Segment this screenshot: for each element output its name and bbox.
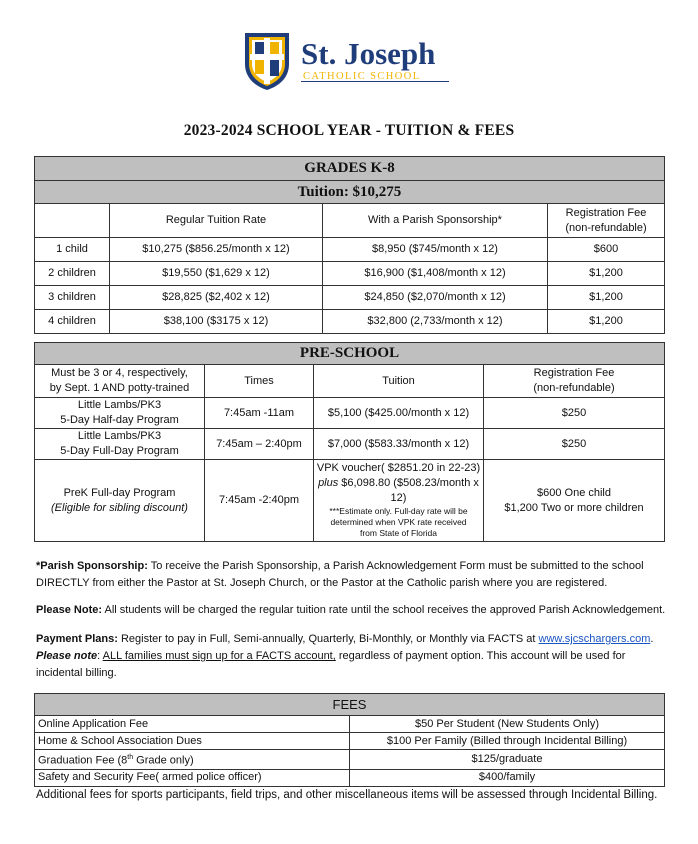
parish-sponsorship-note	[36, 558, 666, 592]
k8-header-reg-line1: Registration Fee	[565, 206, 647, 219]
reg-line1: Registration Fee	[533, 367, 615, 379]
k8-band: GRADES K-8	[35, 157, 665, 181]
vpk-estimate-note: ***Estimate only. Full-day rate will be determined when VPK rate received from State of Florida	[329, 505, 468, 538]
table-row	[35, 238, 665, 262]
program-line2: 5-Day Full-Day Program	[60, 445, 179, 457]
grad-pre: Graduation Fee (8	[38, 754, 128, 767]
k8-header-blank	[35, 204, 110, 238]
k8-tuition-table	[34, 156, 665, 334]
program-fee: $250	[484, 429, 665, 460]
preschool-header-requirement	[35, 365, 205, 398]
plans-label: Payment Plans:	[36, 633, 118, 645]
row-parish: $16,900 ($1,408/month x 12)	[323, 262, 548, 286]
table-row	[35, 286, 665, 310]
preschool-header-reg-fee	[484, 365, 665, 398]
fees-band: FEES	[35, 694, 665, 716]
facts-account-requirement: ALL families must sign up for a FACTS account,	[102, 650, 336, 662]
row-parish: $24,850 ($2,070/month x 12)	[323, 286, 548, 310]
req-line2: by Sept. 1 AND potty-trained	[49, 382, 190, 394]
row-regular: $19,550 ($1,629 x 12)	[110, 262, 323, 286]
document-title: 2023-2024 SCHOOL YEAR - TUITION & FEES	[183, 122, 515, 139]
program-name	[35, 429, 205, 460]
k8-header-reg-fee	[548, 204, 665, 238]
program-line1: Little Lambs/PK3	[77, 430, 162, 442]
school-logo	[241, 30, 461, 96]
please-text: All students will be charged the regular tuition rate until the school receives the approved Parish Acknowledgement.	[102, 604, 666, 616]
table-row	[35, 733, 665, 750]
k8-header-reg-line2: (non-refundable)	[565, 221, 647, 234]
row-fee: $1,200	[548, 286, 665, 310]
fee-item: Online Application Fee	[35, 716, 350, 733]
row-label: 4 children	[35, 310, 110, 334]
fee-line1: $600 One child	[537, 486, 611, 499]
fee-item: Safety and Security Fee( armed police officer)	[35, 769, 350, 786]
fee-item: Home & School Association Dues	[35, 733, 350, 750]
row-regular: $10,275 ($856.25/month x 12)	[110, 238, 323, 262]
sponsor-label: *Parish Sponsorship:	[36, 560, 148, 572]
row-parish: $8,950 ($745/month x 12)	[323, 238, 548, 262]
reg-line2: (non-refundable)	[533, 382, 615, 394]
logo-name: St. Joseph	[301, 36, 436, 71]
fee-line2: $1,200 Two or more children	[504, 501, 644, 514]
table-row	[35, 750, 665, 770]
program-line1: PreK Full-day Program	[63, 486, 176, 499]
facts-link[interactable]: www.sjcschargers.com	[538, 633, 651, 645]
program-name	[35, 398, 205, 429]
k8-header-row	[35, 204, 665, 238]
sponsor-text: To receive the Parish Sponsorship, a Parish Acknowledgement Form must be submitted to the school DIRECTLY from either the Pastor at St. Joseph Church, or the Pastor at the Catholic parish where you are registered.	[36, 560, 644, 589]
k8-tuition-band: Tuition: $10,275	[35, 181, 665, 204]
fee-amount: $125/graduate	[350, 750, 665, 770]
vpk-voucher: VPK voucher( $2851.20 in 22-23)	[316, 461, 481, 474]
k8-header-regular: Regular Tuition Rate	[110, 204, 323, 238]
program-fee	[484, 460, 665, 542]
row-label: 1 child	[35, 238, 110, 262]
program-line2: (Eligible for sibling discount)	[51, 501, 188, 514]
payment-plans-note	[36, 631, 666, 682]
table-row	[35, 310, 665, 334]
shield-cross-icon	[241, 30, 293, 92]
please-label: Please Note:	[36, 604, 103, 616]
note2-colon: :	[97, 650, 103, 662]
program-times: 7:45am – 2:40pm	[205, 429, 314, 460]
note2-label: Please note	[36, 650, 98, 662]
table-row	[35, 716, 665, 733]
row-parish: $32,800 (2,733/month x 12)	[323, 310, 548, 334]
row-fee: $1,200	[548, 310, 665, 334]
program-tuition: $7,000 ($583.33/month x 12)	[314, 429, 484, 460]
program-tuition	[314, 460, 484, 542]
fee-item	[35, 750, 350, 770]
table-row	[35, 429, 665, 460]
row-label: 2 children	[35, 262, 110, 286]
program-fee: $250	[484, 398, 665, 429]
program-times: 7:45am -11am	[205, 398, 314, 429]
fee-amount: $100 Per Family (Billed through Incidental Billing)	[350, 733, 665, 750]
preschool-band: PRE-SCHOOL	[35, 343, 665, 365]
row-regular: $38,100 ($3175 x 12)	[110, 310, 323, 334]
table-row	[35, 460, 665, 542]
preschool-header-row	[35, 365, 665, 398]
fee-amount: $400/family	[350, 769, 665, 786]
please-note	[36, 602, 666, 619]
program-line1: Little Lambs/PK3	[77, 399, 162, 411]
plus-word: plus	[318, 476, 339, 489]
grad-post: Grade only)	[133, 754, 194, 767]
preschool-header-times: Times	[205, 365, 314, 398]
plans-end: .	[650, 633, 654, 645]
program-tuition: $5,100 ($425.00/month x 12)	[314, 398, 484, 429]
table-row	[35, 398, 665, 429]
vpk-remainder: $6,098.80 ($508.23/month x 12)	[338, 476, 479, 504]
note2-text: regardless of payment option. This account will be used for incidental billing.	[36, 650, 626, 679]
row-regular: $28,825 ($2,402 x 12)	[110, 286, 323, 310]
row-label: 3 children	[35, 286, 110, 310]
grad-sup: th	[127, 754, 134, 761]
table-row	[35, 262, 665, 286]
fees-footer: Additional fees for sports participants, field trips, and other miscellaneous items will be assessed through Incidental Billing.	[36, 789, 658, 801]
req-line1: Must be 3 or 4, respectively,	[51, 367, 188, 379]
program-times: 7:45am -2:40pm	[205, 460, 314, 542]
row-fee: $1,200	[548, 262, 665, 286]
program-line2: 5-Day Half-day Program	[60, 414, 179, 426]
table-row	[35, 769, 665, 786]
k8-header-parish: With a Parish Sponsorship*	[323, 204, 548, 238]
plans-text: Register to pay in Full, Semi-annually, Quarterly, Bi-Monthly, or Monthly via FACTS at	[117, 633, 539, 645]
fee-amount: $50 Per Student (New Students Only)	[350, 716, 665, 733]
preschool-header-tuition: Tuition	[314, 365, 484, 398]
logo-subtitle: CATHOLIC SCHOOL	[303, 71, 421, 82]
row-fee: $600	[548, 238, 665, 262]
program-name	[35, 460, 205, 542]
fees-table	[34, 693, 665, 787]
preschool-table	[34, 342, 665, 542]
